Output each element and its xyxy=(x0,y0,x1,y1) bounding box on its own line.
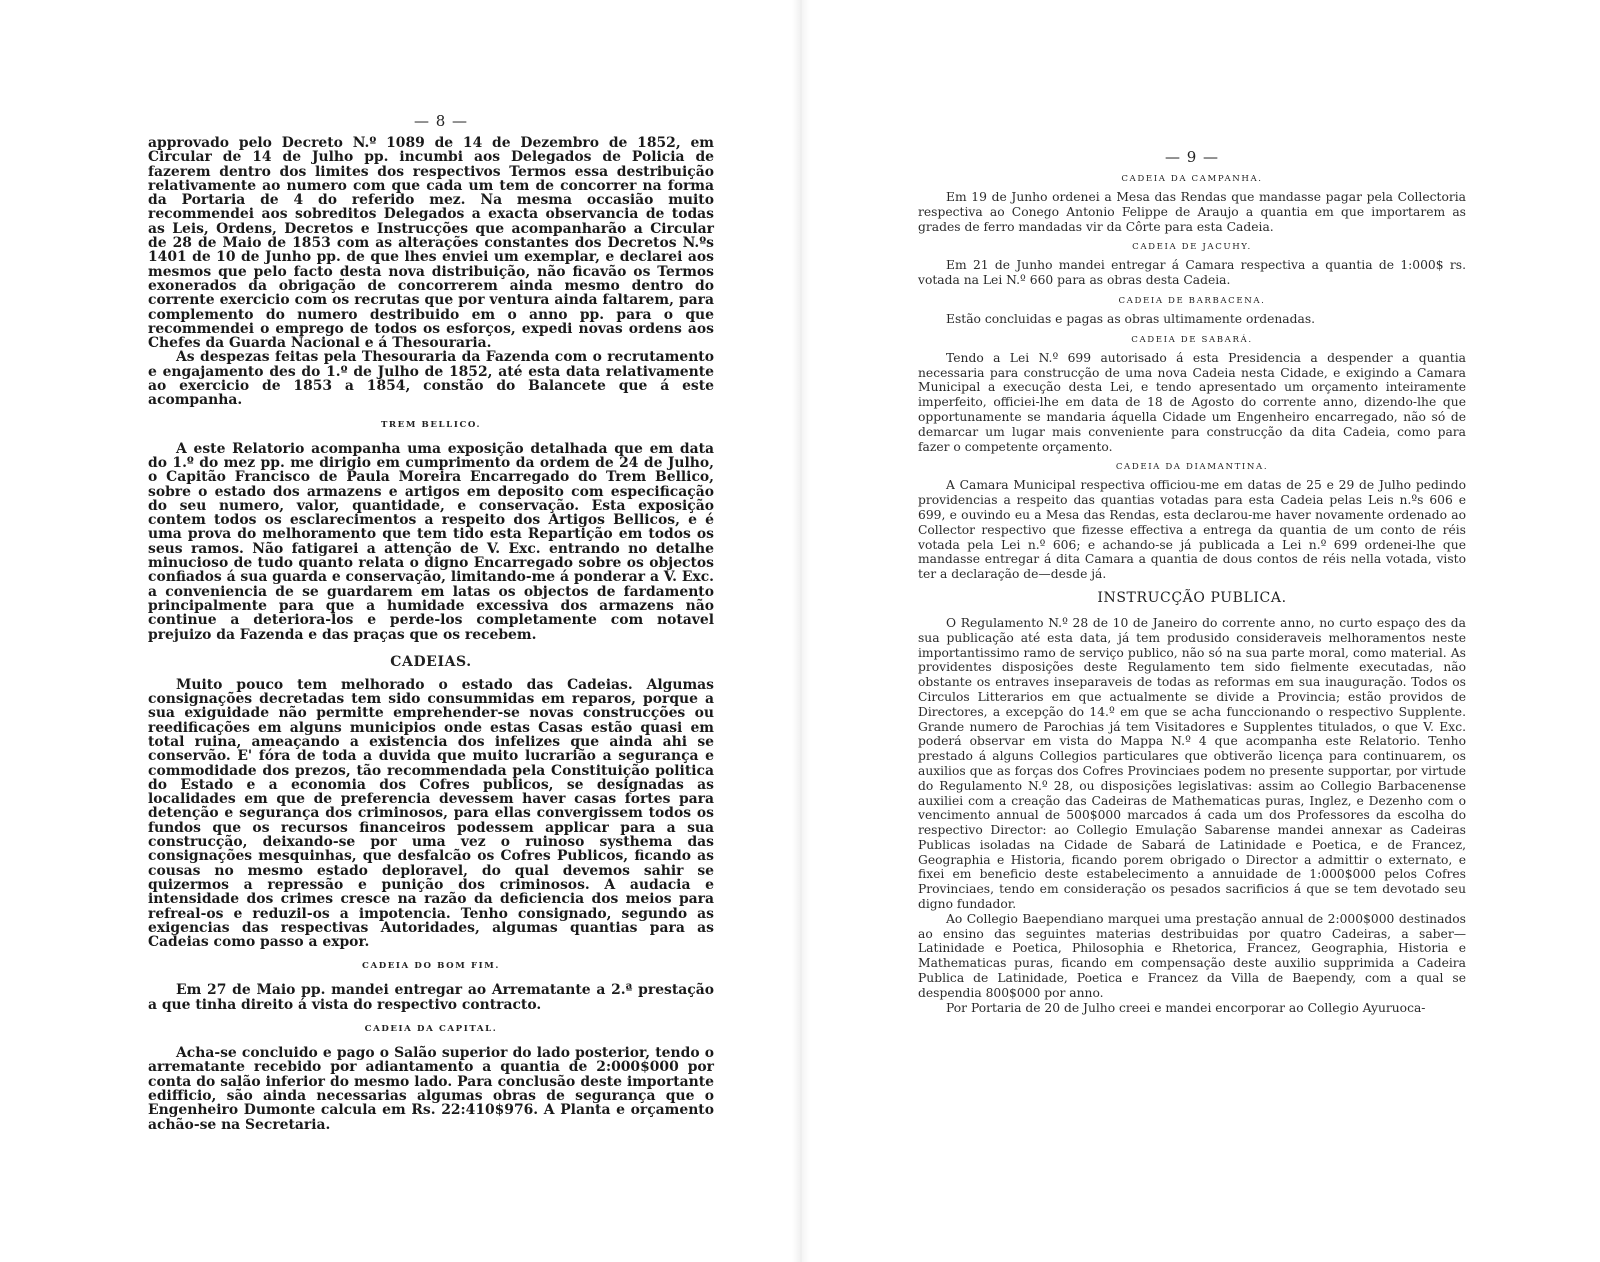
paragraph: Em 19 de Junho ordenei a Mesa das Rendas que mandasse pagar pela Collectoria respectiva ao Conego Antonio Felippe de Araujo a quantia em que importarem as grades de ferro mandadas vir da Côrte para esta Cadeia. xyxy=(918,190,1466,234)
section-heading: INSTRUCÇÃO PUBLICA. xyxy=(1097,589,1287,606)
section-subheading: CADEIA DO BOM FIM. xyxy=(362,961,500,972)
paragraph: Acha-se concluido e pago o Salão superior do lado posterior, tendo o arrematante recebido por adiantamento a quantia de 2:000$000 por conta do salão inferior do mesmo lado. Para conclusão deste importante edifficio, são ainda necessarias algumas obras de segurança que o Engenheiro Dumonte calcula em Rs. 22:410$976. A Planta e orçamento achão-se na Secretaria. xyxy=(148,1045,714,1133)
paragraph: Tendo a Lei N.º 699 autorisado á esta Presidencia a despender a quantia necessaria para construcção de uma nova Cadeia nesta Cidade, e exigindo a Camara Municipal a execução desta Lei, e tendo apresentado um orçamento inteiramente imperfeito, officiei-lhe em data de 18 de Agosto do corrente anno, dizendo-lhe que opportunamente se mandaria áquella Cidade um Engenheiro encarregado, não só de demarcar um lugar mais conveniente para construcção da dita Cadeia, como para fazer o competente orçamento. xyxy=(918,350,1466,454)
section-subheading: CADEIA DA CAPITAL. xyxy=(364,1024,498,1035)
section-subheading: TREM BELLICO. xyxy=(380,419,482,430)
page-fold xyxy=(792,0,810,1262)
section-subheading: CADEIA DE BARBACENA. xyxy=(1118,295,1266,306)
page-number: — 9 — xyxy=(1164,148,1220,166)
paragraph: O Regulamento N.º 28 de 10 de Janeiro do corrente anno, no curto espaço des da sua publicação até esta data, já tem produsido consideraveis melhoramentos neste importantissimo ramo de serviço publico, não só na sua parte moral, como material. As providentes disposições deste Regulamento tem sido fielmente executadas, não obstante os entraves inseparaveis de todas as reformas em sua inauguração. Todos os Circulos Litterarios em que actualmente se divide a Provincia; estão providos de Directores, a excepção do 14.º em que se acha funccionando o respectivo Supplente. Grande numero de Parochias já tem Visitadores e Supplentes titulados, o que V. Exc. poderá observar em vista do Mappa N.º 4 que acompanha este Relatorio. Tenho prestado á alguns Collegios particulares que obtiverão licença para continuarem, os auxilios que as forças dos Cofres Provinciaes podem no presente supportar, por virtude do Regulamento N.º 28, ou disposições legislativas: assim ao Collegio Barbacenense auxiliei com a creação das Cadeiras de Mathematicas puras, Inglez, e Dezenho com o vencimento annual de 500$000 marcados á cada um dos Professores da escolha do respectivo Director: ao Collegio Emulação Sabarense mandei annexar as Cadeiras Publicas isoladas na Cidade de Sabará de Latinidade e Poetica, e de Francez, Geographia e Historia, ficando porem obrigado o Director a admittir o externato, e fixei em beneficio deste estabelecimento a annuidade de 1:000$000 pelos Cofres Provinciaes, tendo em consideração os pesados sacrificios á que se tem devotado seu digno fundador. xyxy=(918,615,1466,912)
paragraph: Estão concluidas e pagas as obras ultimamente ordenadas. xyxy=(946,311,1316,326)
paragraph: A Camara Municipal respectiva officiou-me em datas de 25 e 29 de Julho pedindo providencias a respeito das quantias votadas para esta Cadeia pelas Leis n.ºs 606 e 699, e ouvindo eu a Mesa das Rendas, esta declarou-me haver novamente ordenado ao Collector respectivo que fizesse effectiva a entrega da quantia de um conto de réis votada pela Lei n.º 606; e achando-se já publicada a Lei n.º 699 ordenei-lhe que mandasse entregar á dita Camara a quantia de dous contos de réis nella votada, visto ter a declaração de—desde já. xyxy=(918,478,1466,582)
paragraph: Muito pouco tem melhorado o estado das Cadeias. Algumas consignações decretadas tem sido consummidas em reparos, porque a sua exiguidade não permitte emprehender-se novas construcções ou reedificações em alguns municipios onde estas Casas estão quasi em total ruina, ameaçando a existencia dos infelizes que ainda ahi se conservão. E' fóra de toda a duvida que muito lucrarião a segurança e commodidade dos prezos, tão recommendada pela Constituição politica do Estado e a economia dos Cofres publicos, se designadas as localidades em que de preferencia devessem haver casas fortes para detenção e segurança dos criminosos, para ellas convergissem todos os fundos que os recursos financeiros podessem applicar para a sua construcção, deixando-se por uma vez o ruinoso systhema das consignações mesquinhas, que desfalcão os Cofres Publicos, ficando as cousas no mesmo estado deploravel, do qual devemos sahir se quizermos a repressão e punição dos criminosos. A audacia e intensidade dos crimes cresce na razão da deficiencia dos meios para refreal-os e reduzil-os a impotencia. Tenho consignado, segundo as exigencias das respectivas Autoridades, algumas quantias para as Cadeias como passo a expor. xyxy=(148,676,714,951)
page-number: — 8 — xyxy=(413,112,469,130)
section-subheading: CADEIA DA DIAMANTINA. xyxy=(1115,462,1269,473)
paragraph: approvado pelo Decreto N.º 1089 de 14 de Dezembro de 1852, em Circular de 14 de Julho pp. incumbi aos Delegados de Policia de fazerem dentro dos limites dos respectivos Termos essa destribuição relativamente ao numero com que cada um tem de concorrer na forma da Portaria de 4 do referido mez. Na mesma occasião muito recommendei aos sobreditos Delegados a exacta observancia de todas as Leis, Ordens, Decretos e Instrucções que acompanharão a Circular de 28 de Maio de 1853 com as alterações constantes dos Decretos N.ºs 1401 de 10 de Junho pp. de que lhes enviei um exemplar, e declarei aos mesmos que pelo facto desta nova distribuição, não ficavão os Termos exonerados da obrigação de concorrerem ainda mesmo dentro do corrente exercicio com os recrutas que por ventura ainda faltarem, para complemento do numero destribuido em o anno pp. para o que recommendei o emprego de todos os esforços, expedi novas ordens aos Chefes da Guarda Nacional e á Thesouraria. xyxy=(148,135,714,352)
paragraph: As despezas feitas pela Thesouraria da Fazenda com o recrutamento e engajamento des do 1.º de Julho de 1852, até esta data relativamente ao exercicio de 1853 a 1854, constão do Balancete que á este acompanha. xyxy=(148,349,714,409)
paragraph: A este Relatorio acompanha uma exposição detalhada que em data do 1.º do mez pp. me dirigio em cumprimento da ordem de 24 de Julho, o Capitão Francisco de Paula Moreira Encarregado do Trem Bellico, sobre o estado dos armazens e artigos em deposito com especificação do seu numero, valor, quantidade, e conservação. Esta exposição contem todos os esclarecimentos a respeito dos Artigos Bellicos, e é uma prova do melhoramento que tem tido esta Repartição em todos os seus ramos. Não fatigarei a attenção de V. Exc. entrando no detalhe minucioso de tudo quanto relata o digno Encarregado sobre os objectos confiados á sua guarda e conservação, limitando-me á ponderar a V. Exc. a conveniencia de se guardarem em latas os objectos de fardamento principalmente para que a humidade excessiva dos armazens não continue a deteriora-los e perde-los completamente com notavel prejuizo da Fazenda e das praças que os recebem. xyxy=(148,440,714,643)
paragraph: Ao Collegio Baependiano marquei uma prestação annual de 2:000$000 destinados ao ensino das seguintes materias destribuidas por quatro Cadeiras, a saber—Latinidade e Poetica, Philosophia e Rhetorica, Francez, Geographia, Historia e Mathematicas puras, ficando em compensação deste auxilio supprimida a Cadeira Publica de Latinidade, Poetica e Francez da Villa de Baependy, com a qual se despendia 800$000 por anno. xyxy=(918,911,1466,1000)
right-page xyxy=(918,0,1466,1262)
left-page xyxy=(148,0,714,1262)
section-subheading: CADEIA DE JACUHY. xyxy=(1132,242,1252,253)
section-subheading: CADEIA DE SABARÁ. xyxy=(1131,334,1253,345)
paragraph: Em 21 de Junho mandei entregar á Camara respectiva a quantia de 1:000$ rs. votada na Lei N.º 660 para as obras desta Cadeia. xyxy=(918,258,1466,288)
section-subheading: CADEIA DA CAMPANHA. xyxy=(1121,174,1263,184)
paragraph: Em 27 de Maio pp. mandei entregar ao Arrematante a 2.ª prestação a que tinha direito á vista do respectivo contracto. xyxy=(148,982,714,1013)
paragraph: Por Portaria de 20 de Julho creei e mandei encorporar ao Collegio Ayuruoca- xyxy=(946,1000,1426,1015)
section-heading: CADEIAS. xyxy=(390,653,472,670)
